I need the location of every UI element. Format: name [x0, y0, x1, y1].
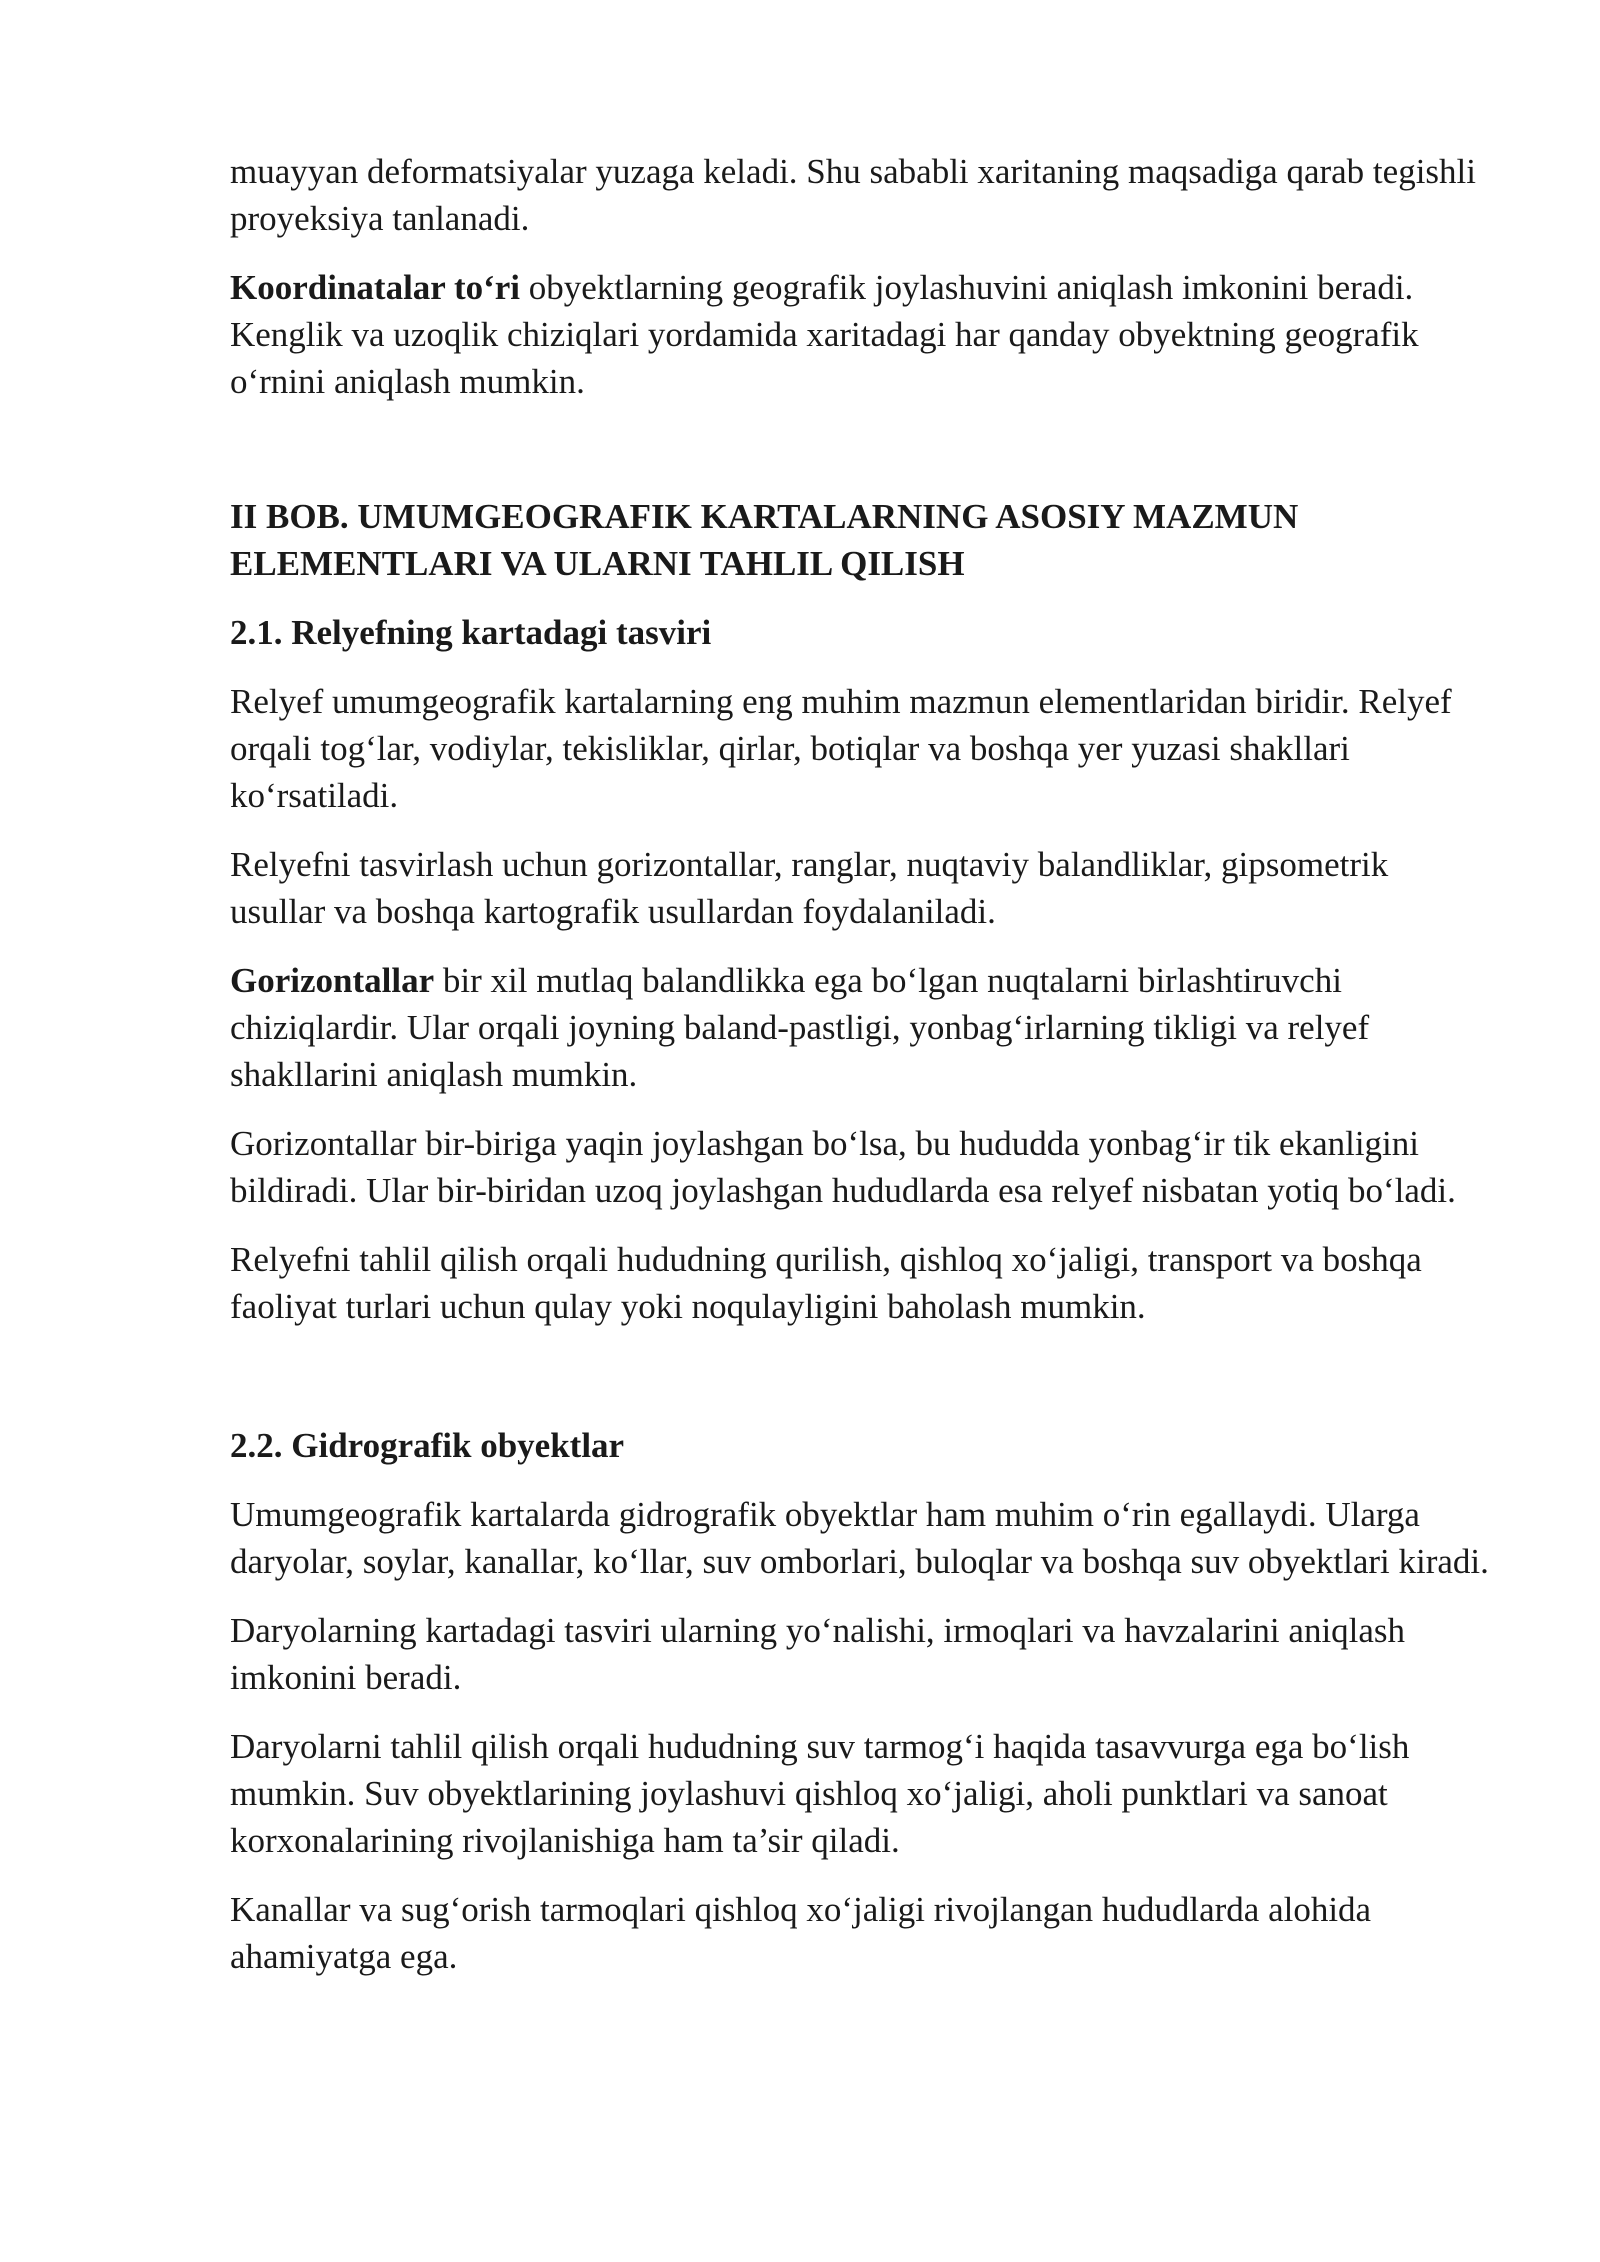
- coordinates-term: Koordinatalar to‘ri: [230, 268, 521, 307]
- spacer: [230, 1352, 1490, 1422]
- intro-paragraph-2: [230, 264, 1490, 405]
- intro-paragraph-1: muayyan deformatsiyalar yuzaga keladi. Shu sababli xaritaning maqsadiga qarab tegishli proyeksiya tanlanadi.: [230, 152, 1476, 238]
- section-2-1-paragraph-4: Gorizontallar bir-biriga yaqin joylashgan bo‘lsa, bu hududda yonbag‘ir tik ekanligini bildiradi. Ular bir-biridan uzoq joylashgan hududlarda esa relyef nisbatan yotiq bo‘ladi.: [230, 1124, 1456, 1210]
- section-2-2-title: 2.2. Gidrografik obyektlar: [230, 1426, 625, 1465]
- document-page: [230, 148, 1490, 2002]
- section-2-1-paragraph-5: Relyefni tahlil qilish orqali hududning qurilish, qishloq xo‘jaligi, transport va boshqa faoliyat turlari uchun qulay yoki noqulayligini baholash mumkin.: [230, 1240, 1422, 1326]
- chapter-title: II BOB. UMUMGEOGRAFIK KARTALARNING ASOSIY MAZMUN ELEMENTLARI VA ULARNI TAHLIL QILISH: [230, 497, 1299, 583]
- section-2-2-paragraph-1: Umumgeografik kartalarda gidrografik obyektlar ham muhim o‘rin egallaydi. Ularga daryolar, soylar, kanallar, ko‘llar, suv omborlari, buloqlar va boshqa suv obyektlari kiradi.: [230, 1495, 1489, 1581]
- section-2-2-paragraph-4: Kanallar va sug‘orish tarmoqlari qishloq xo‘jaligi rivojlangan hududlarda alohida ahamiyatga ega.: [230, 1890, 1372, 1976]
- section-2-1-paragraph-3: [230, 957, 1490, 1098]
- section-2-1-paragraph-2: Relyefni tasvirlash uchun gorizontallar, ranglar, nuqtaviy balandliklar, gipsometrik usullar va boshqa kartografik usullardan foydalaniladi.: [230, 845, 1389, 931]
- intro-paragraph-2-text: obyektlarning geografik joylashuvini aniqlash imkonini beradi. Kenglik va uzoqlik chiziqlari yordamida xaritadagi har qanday obyektning geografik o‘rnini aniqlash mumkin.: [230, 268, 1419, 401]
- section-2-1-title: 2.1. Relyefning kartadagi tasviri: [230, 613, 712, 652]
- section-2-2-paragraph-2: Daryolarning kartadagi tasviri ularning yo‘nalishi, irmoqlari va havzalarini aniqlash imkonini beradi.: [230, 1611, 1406, 1697]
- section-2-1-paragraph-3-text: bir xil mutlaq balandlikka ega bo‘lgan nuqtalarni birlashtiruvchi chiziqlardir. Ular orqali joyning baland-pastligi, yonbag‘irlarning tikligi va relyef shakllarini aniqlash mumkin.: [230, 961, 1370, 1094]
- section-2-1-paragraph-1: Relyef umumgeografik kartalarning eng muhim mazmun elementlaridan biridir. Relyef orqali tog‘lar, vodiylar, tekisliklar, qirlar, botiqlar va boshqa yer yuzasi shakllari ko‘rsatiladi.: [230, 682, 1452, 815]
- section-2-2-paragraph-3: Daryolarni tahlil qilish orqali hududning suv tarmog‘i haqida tasavvurga ega bo‘lish mumkin. Suv obyektlarining joylashuvi qishloq xo‘jaligi, aholi punktlari va sanoat korxonalarining rivojlanishiga ham ta’sir qiladi.: [230, 1727, 1410, 1860]
- spacer: [230, 427, 1490, 493]
- contour-lines-term: Gorizontallar: [230, 961, 435, 1000]
